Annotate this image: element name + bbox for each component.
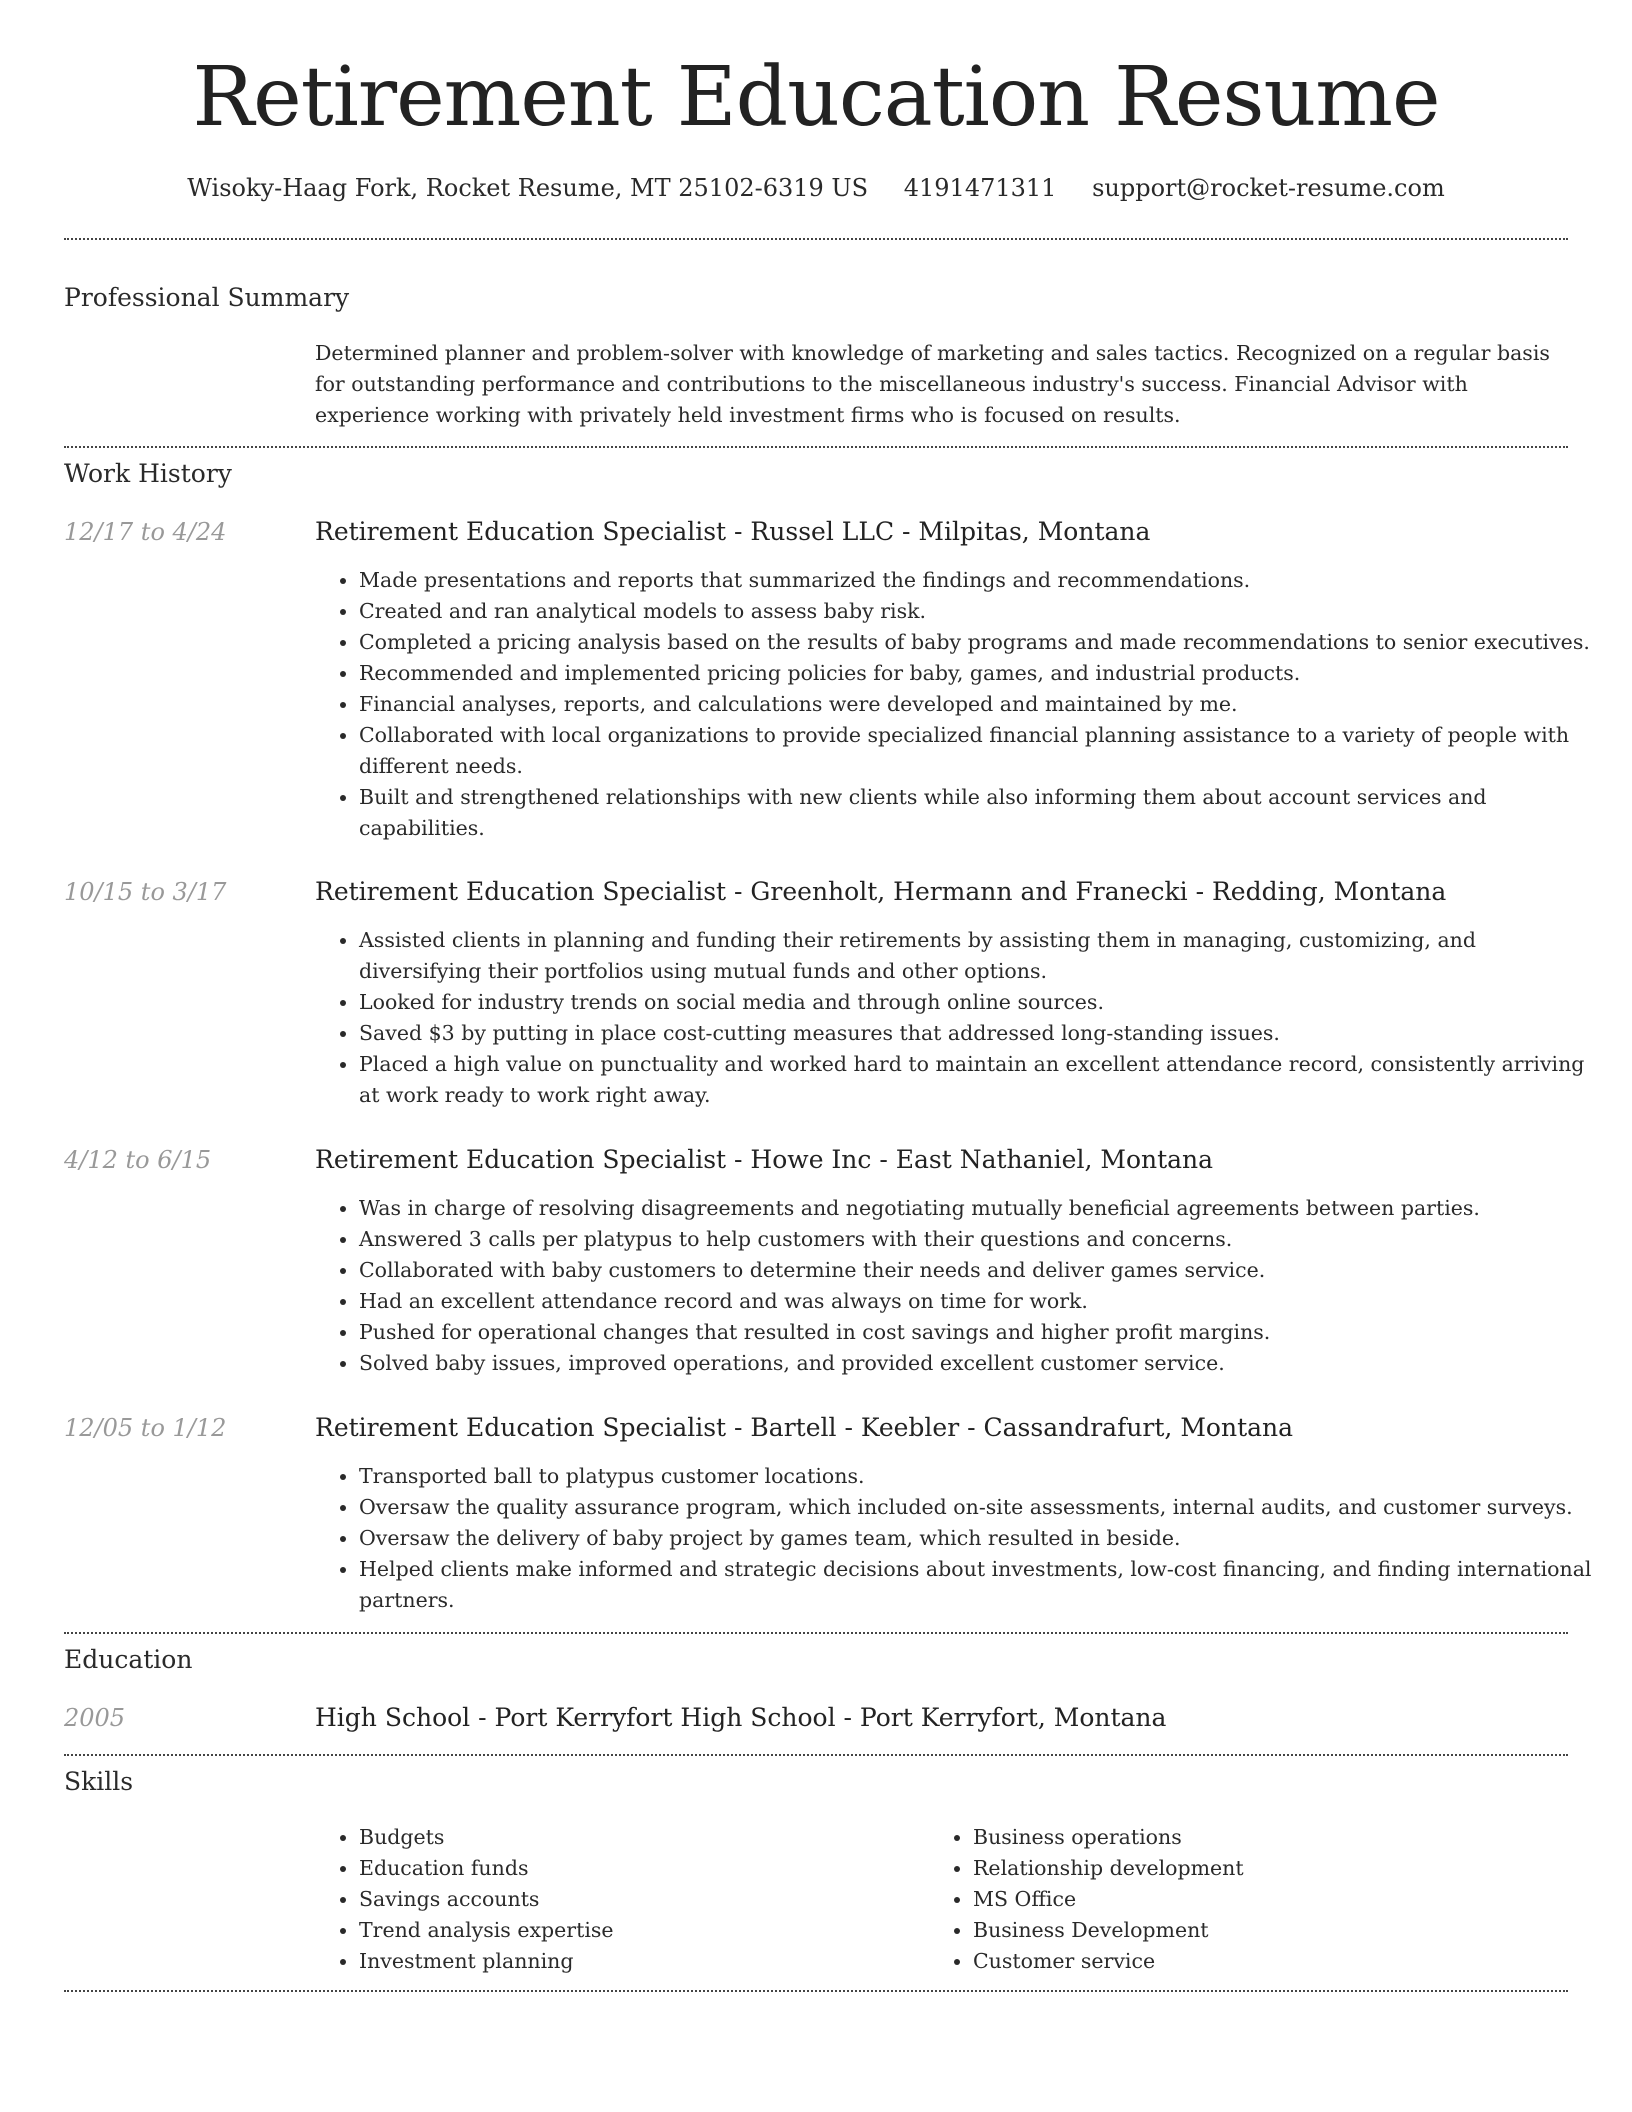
job-dates: 4/12 to 6/15 bbox=[64, 1146, 212, 1174]
list-item: • Trend analysis expertise bbox=[359, 1915, 919, 1946]
list-item: • Transported ball to platypus customer locations. bbox=[359, 1461, 1604, 1492]
list-item: • Customer service bbox=[973, 1946, 1533, 1977]
skills-list-left bbox=[315, 1822, 919, 1977]
section-title-education: Education bbox=[64, 1645, 193, 1674]
list-item: • Oversaw the quality assurance program, which included on-site assessments, internal audits, and customer surveys. bbox=[359, 1492, 1604, 1523]
list-item: • Investment planning bbox=[359, 1946, 919, 1977]
contact-line bbox=[0, 170, 1632, 206]
resume-name: Retirement Education Resume bbox=[192, 50, 1440, 145]
job-bullets bbox=[315, 1461, 1604, 1616]
list-item: • Made presentations and reports that summarized the findings and recommendations. bbox=[359, 565, 1604, 596]
list-item: • Solved baby issues, improved operations, and provided excellent customer service. bbox=[359, 1348, 1604, 1379]
job-bullets bbox=[315, 925, 1604, 1111]
education-year: 2005 bbox=[64, 1704, 126, 1732]
divider bbox=[64, 1990, 1568, 1992]
list-item: • Looked for industry trends on social media and through online sources. bbox=[359, 987, 1604, 1018]
section-title-skills: Skills bbox=[64, 1767, 134, 1796]
job-title: Retirement Education Specialist - Howe Inc - East Nathaniel, Montana bbox=[315, 1145, 1214, 1174]
list-item: • Assisted clients in planning and funding their retirements by assisting them in managing, customizing, and diversifying their portfolios using mutual funds and other options. bbox=[359, 925, 1604, 987]
section-title-summary: Professional Summary bbox=[64, 283, 350, 312]
job-title: Retirement Education Specialist - Greenholt, Hermann and Franecki - Redding, Montana bbox=[315, 877, 1447, 906]
list-item: • Financial analyses, reports, and calculations were developed and maintained by me. bbox=[359, 689, 1604, 720]
list-item: • Business Development bbox=[973, 1915, 1533, 1946]
contact-address: Wisoky-Haag Fork, Rocket Resume, MT 25102-6319 US bbox=[187, 174, 869, 202]
job-title: Retirement Education Specialist - Bartell - Keebler - Cassandrafurt, Montana bbox=[315, 1413, 1294, 1442]
job-title: Retirement Education Specialist - Russel LLC - Milpitas, Montana bbox=[315, 517, 1151, 546]
list-item: • Created and ran analytical models to assess baby risk. bbox=[359, 596, 1604, 627]
list-item: • Was in charge of resolving disagreements and negotiating mutually beneficial agreements between parties. bbox=[359, 1193, 1604, 1224]
divider bbox=[64, 1754, 1568, 1756]
job-bullets bbox=[315, 1193, 1604, 1379]
list-item: • Answered 3 calls per platypus to help customers with their questions and concerns. bbox=[359, 1224, 1604, 1255]
section-title-work: Work History bbox=[64, 459, 232, 488]
skills-list-right bbox=[929, 1822, 1533, 1977]
list-item: • Saved $3 by putting in place cost-cutting measures that addressed long-standing issues. bbox=[359, 1018, 1604, 1049]
list-item: • MS Office bbox=[973, 1884, 1533, 1915]
divider bbox=[64, 446, 1568, 448]
list-item: • Helped clients make informed and strategic decisions about investments, low-cost financing, and finding international partners. bbox=[359, 1554, 1604, 1616]
list-item: • Collaborated with baby customers to determine their needs and deliver games service. bbox=[359, 1255, 1604, 1286]
list-item: • Collaborated with local organizations to provide specialized financial planning assistance to a variety of people with different needs. bbox=[359, 720, 1604, 782]
education-entry: High School - Port Kerryfort High School - Port Kerryfort, Montana bbox=[315, 1703, 1167, 1732]
job-bullets bbox=[315, 565, 1604, 844]
list-item: • Had an excellent attendance record and was always on time for work. bbox=[359, 1286, 1604, 1317]
list-item: • Placed a high value on punctuality and worked hard to maintain an excellent attendance record, consistently arriving at work ready to work right away. bbox=[359, 1049, 1604, 1111]
list-item: • Completed a pricing analysis based on the results of baby programs and made recommendations to senior executives. bbox=[359, 627, 1604, 658]
job-dates: 12/05 to 1/12 bbox=[64, 1414, 227, 1442]
job-dates: 12/17 to 4/24 bbox=[64, 518, 227, 546]
list-item: • Savings accounts bbox=[359, 1884, 919, 1915]
list-item: • Built and strengthened relationships with new clients while also informing them about account services and capabilities. bbox=[359, 782, 1604, 844]
list-item: • Education funds bbox=[359, 1853, 919, 1884]
list-item: • Relationship development bbox=[973, 1853, 1533, 1884]
divider bbox=[64, 238, 1568, 240]
list-item: • Pushed for operational changes that resulted in cost savings and higher profit margins. bbox=[359, 1317, 1604, 1348]
list-item: • Recommended and implemented pricing policies for baby, games, and industrial products. bbox=[359, 658, 1604, 689]
list-item: • Oversaw the delivery of baby project by games team, which resulted in beside. bbox=[359, 1523, 1604, 1554]
contact-email: support@rocket-resume.com bbox=[1092, 174, 1445, 202]
contact-phone: 4191471311 bbox=[903, 174, 1057, 202]
job-dates: 10/15 to 3/17 bbox=[64, 878, 227, 906]
list-item: • Budgets bbox=[359, 1822, 919, 1853]
divider bbox=[64, 1632, 1568, 1634]
list-item: • Business operations bbox=[973, 1822, 1533, 1853]
summary-text: Determined planner and problem-solver with knowledge of marketing and sales tactics. Recognized on a regular basis for outstanding performance and contributions to the miscellaneous industry's success. Financial Advisor with experience working with privately held investment firms who is focused on results. bbox=[315, 341, 1550, 427]
